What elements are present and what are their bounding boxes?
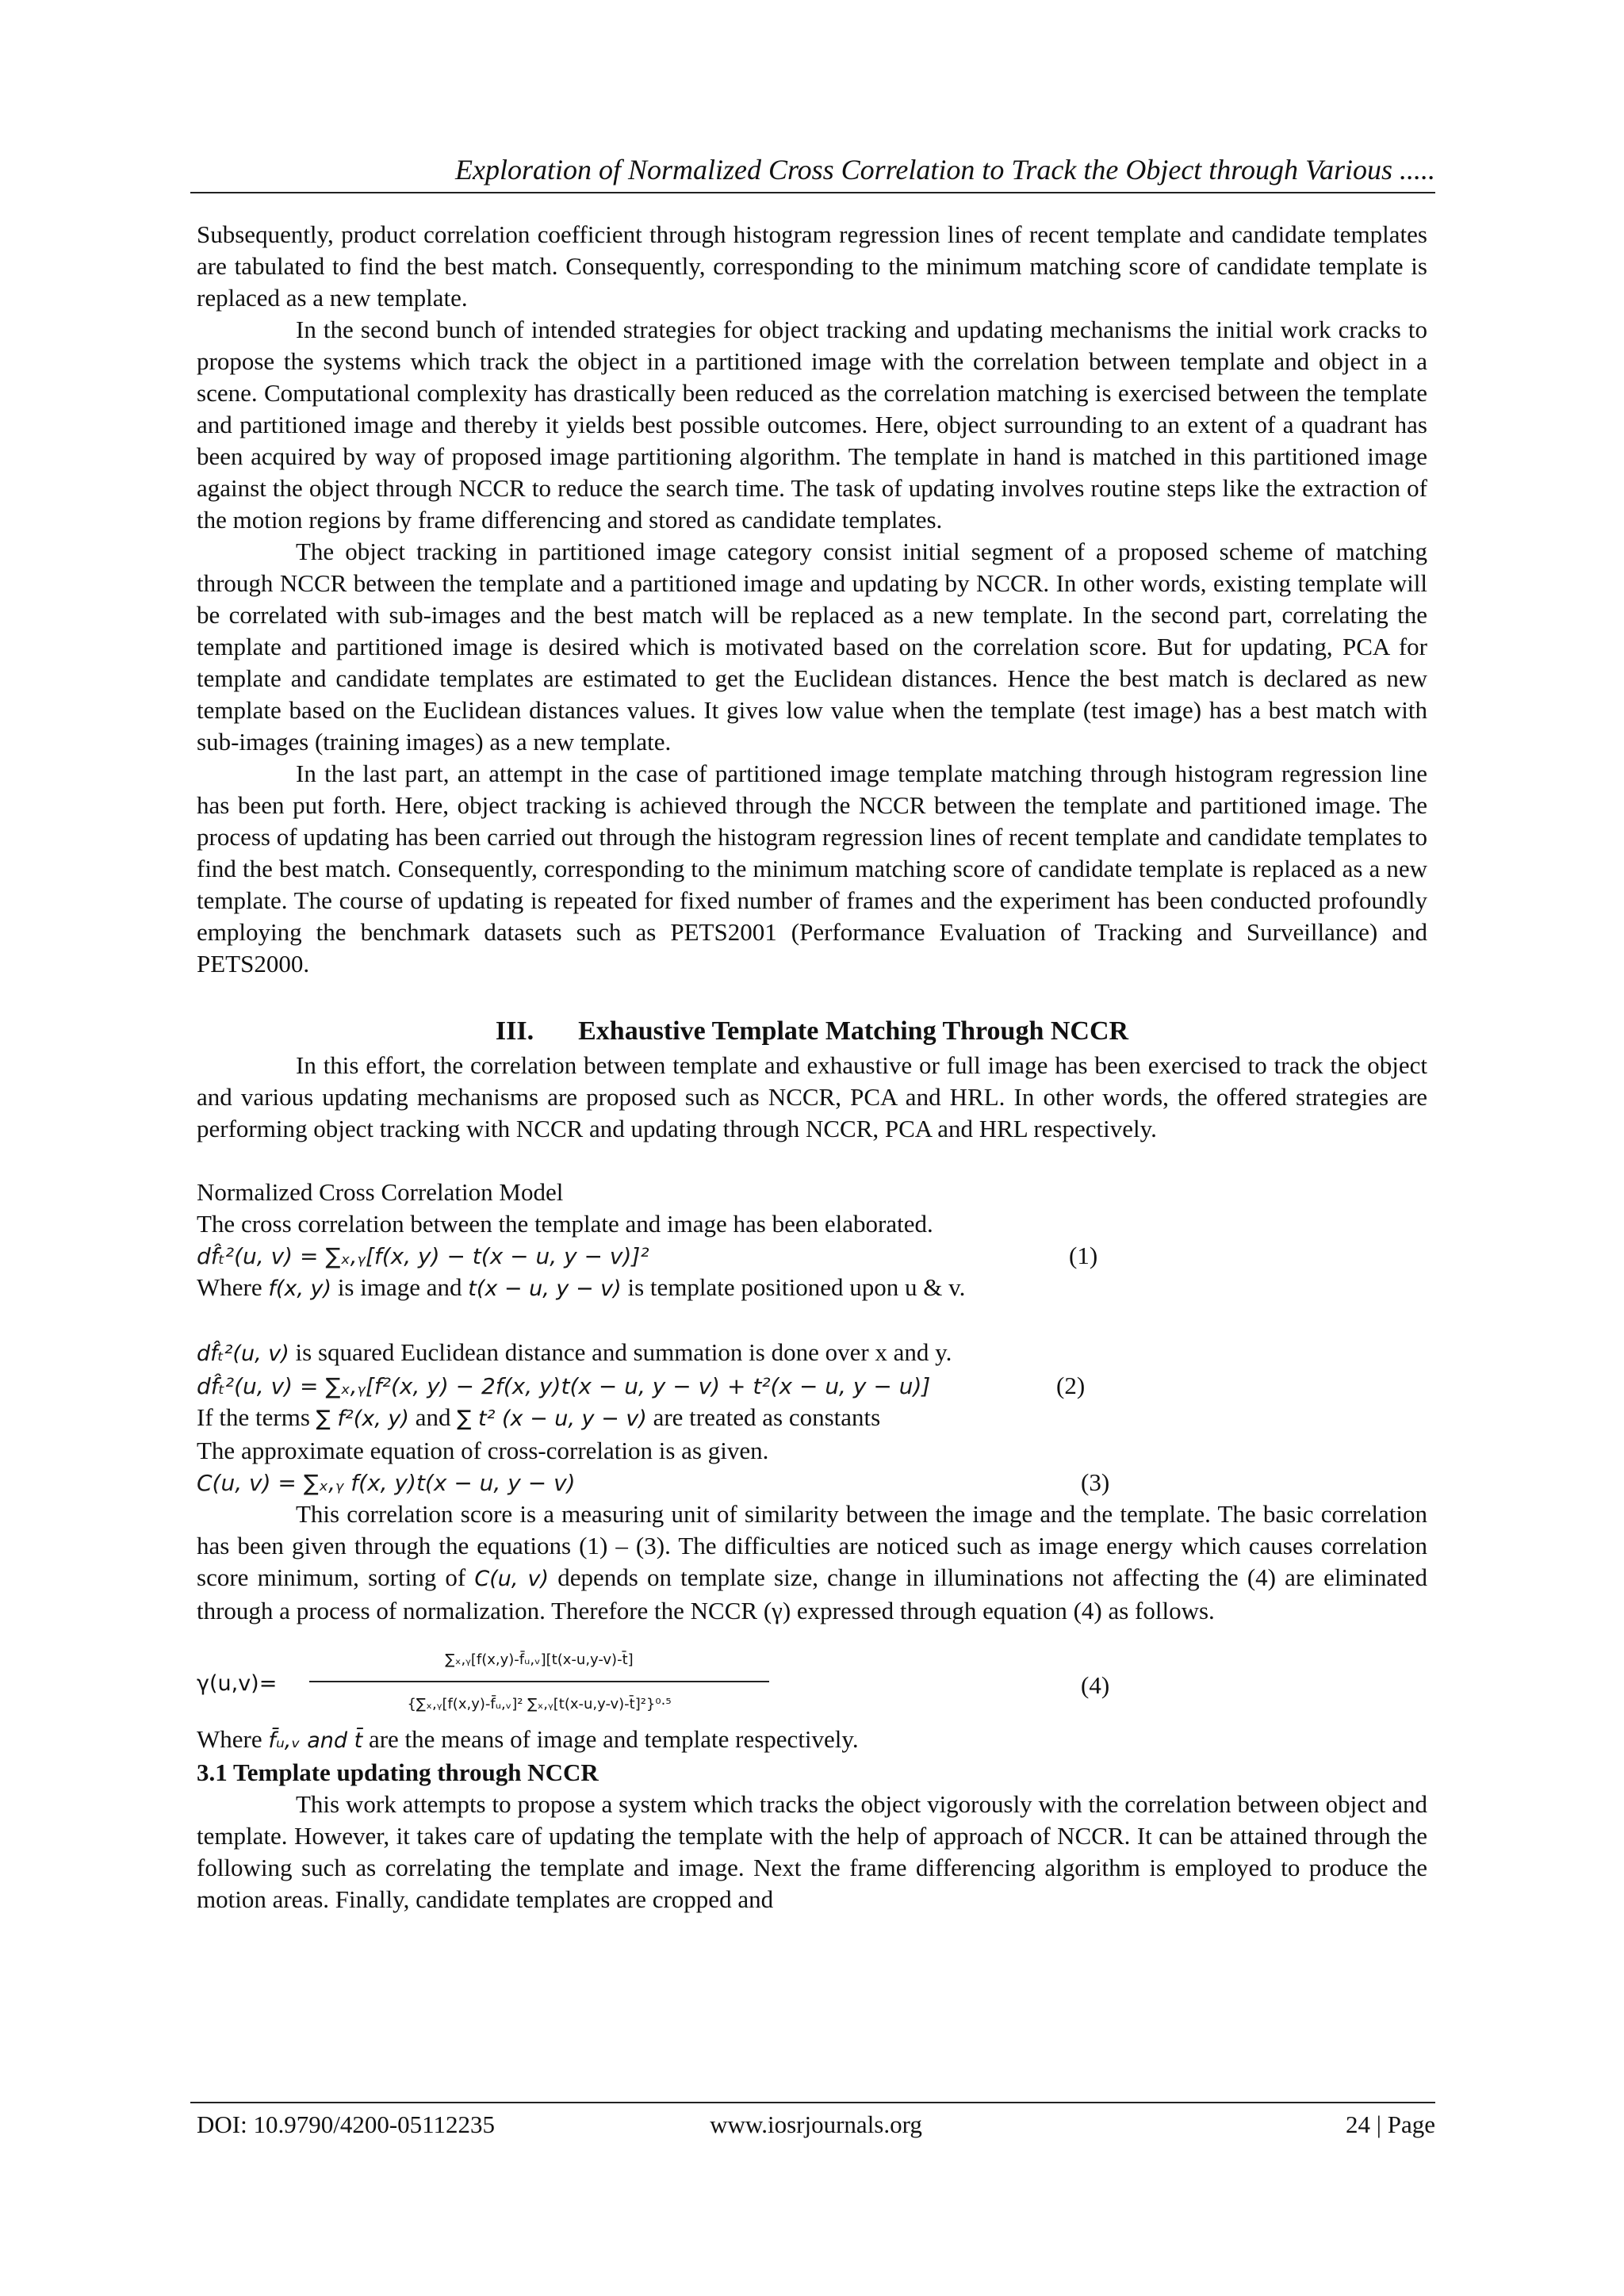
paragraph: The object tracking in partitioned image category consist initial segment of a proposed scheme of matching through NCCR between the template and a partitioned image and updating by NCCR. In other words, existing template will be correlated with sub-images and the best match will be replaced as a new template. In the second part, correlating the template and partitioned image is desired which is motivated based on the correlation score. But for updating, PCA for template and candidate templates are estimated to get the Euclidean distances. Hence the best match is declared as new template based on the Euclidean distances values. It gives low value when the template (test image) has a best match with sub-images (training images) as a new template. (197, 538, 1427, 756)
where-line-1: Where f(x, y) is image and t(x − u, y − v) is template positioned upon u & v. (197, 1273, 966, 1301)
equation-4-fraction (309, 1644, 769, 1720)
equation-2-formula: df̂ₜ²(u, v) = ∑ₓ,ᵧ[f²(x, y) − 2f(x, y)t(x − u, y − v) + t²(x − u, y − u)] (197, 1373, 931, 1399)
symbol-df: df̂ₜ²(u, v) (197, 1341, 289, 1366)
paragraph: In this effort, the correlation between template and exhaustive or full image has been exercised to track the object and various updating mechanisms are proposed such as NCCR, PCA and HRL. In other words, the offered strategies are performing object tracking with NCCR and updating through NCCR, PCA and HRL respectively. (197, 1051, 1427, 1142)
equation-1-formula: df̂ₜ²(u, v) = ∑ₓ,ᵧ[f(x, y) − t(x − u, y − v)]² (197, 1243, 649, 1269)
equation-4-numerator: ∑ₓ,ᵧ[f(x,y)-f̄ᵤ,ᵥ][t(x-u,y-v)-t̄] (309, 1644, 769, 1682)
section-title: Exhaustive Template Matching Through NCCR (578, 1016, 1129, 1046)
symbol-sum-f: ∑ f²(x, y) (316, 1406, 409, 1431)
header-rule (190, 192, 1435, 193)
equation-3-number: (3) (1081, 1468, 1110, 1496)
symbol-c: C(u, v) (474, 1567, 549, 1591)
equation-4-number: (4) (1081, 1671, 1110, 1699)
paragraph: Subsequently, product correlation coefficient through histogram regression lines of recent template and candidate templates are tabulated to find the best match. Consequently, corresponding to the minimum matching score of candidate template is replaced as a new template. (197, 220, 1427, 312)
section-heading (197, 1013, 1427, 1050)
footer-rule (190, 2102, 1435, 2103)
subsection-title: 3.1 Template updating through NCCR (197, 1758, 599, 1786)
paragraph: This correlation score is a measuring unit of similarity between the image and the template. The basic correlation has been given through the equations (1) – (3). The difficulties are noticed such as image energy which causes correlation score minimum, sorting of C(u, v) depends on template size, change in illuminations not affecting the (4) are eliminated through a process of normalization. Therefore the NCCR (γ) expressed through equation (4) as follows. (197, 1500, 1428, 1624)
equation-3 (197, 1467, 1427, 1498)
footer-doi: DOI: 10.9790/4200-05112235 (197, 2110, 495, 2138)
symbol-means: f̄ᵤ,ᵥ and t̄ (268, 1728, 363, 1753)
body-text (197, 219, 1427, 1915)
symbol-f: f(x, y) (268, 1276, 332, 1301)
terms-line: If the terms ∑ f²(x, y) and ∑ t² (x − u, y − v) are treated as constants (197, 1403, 881, 1431)
footer-page-number: 24 | Page (1346, 2110, 1435, 2138)
symbol-sum-t: ∑ t² (x − u, y − v) (457, 1406, 647, 1431)
model-intro: The cross correlation between the template and image has been elaborated. (197, 1210, 933, 1238)
model-title: Normalized Cross Correlation Model (197, 1178, 564, 1206)
symbol-t: t(x − u, y − v) (468, 1276, 622, 1301)
paragraph: This work attempts to propose a system which tracks the object vigorously with the correlation between object and template. However, it takes care of updating the template with the help of approach of NCCR. It can be attained through the following such as correlating the template and image. Next the frame differencing algorithm is employed to produce the motion areas. Finally, candidate templates are cropped and (197, 1790, 1427, 1913)
equation-2 (197, 1370, 1427, 1402)
approx-line: The approximate equation of cross-correlation is as given. (197, 1437, 769, 1464)
equation-4-denominator: {∑ₓ,ᵧ[f(x,y)-f̄ᵤ,ᵥ]² ∑ₓ,ᵧ[t(x-u,y-v)-t̄]²}⁰·⁵ (407, 1696, 672, 1712)
equation-2-number: (2) (1056, 1372, 1086, 1399)
where-line-4: Where f̄ᵤ,ᵥ and t̄ are the means of image and template respectively. (197, 1725, 859, 1753)
section-number: III. (495, 1016, 534, 1046)
squared-distance-line: df̂ₜ²(u, v) is squared Euclidean distance and summation is done over x and y. (197, 1338, 952, 1366)
equation-4 (197, 1644, 1427, 1724)
paragraph: In the last part, an attempt in the case of partitioned image template matching through histogram regression line has been put forth. Here, object tracking is achieved through the NCCR between the template and partitioned image. The process of updating has been carried out through the histogram regression lines of recent template and candidate templates to find the best match. Consequently, corresponding to the minimum matching score of candidate template is replaced as a new template. The course of updating is repeated for fixed number of frames and the experiment has been conducted profoundly employing the benchmark datasets such as PETS2001 (Performance Evaluation of Tracking and Surveillance) and PETS2000. (197, 760, 1427, 978)
equation-4-lhs: γ(u,v)= (197, 1671, 278, 1696)
equation-1 (197, 1240, 1427, 1272)
equation-3-formula: C(u, v) = ∑ₓ,ᵧ f(x, y)t(x − u, y − v) (197, 1470, 576, 1496)
running-header: Exploration of Normalized Cross Correlation to Track the Object through Various ..... (454, 154, 1435, 186)
footer-website: www.iosrjournals.org (710, 2110, 922, 2138)
equation-1-number: (1) (1069, 1242, 1098, 1269)
paragraph: In the second bunch of intended strategies for object tracking and updating mechanisms the initial work cracks to propose the systems which track the object in a partitioned image with the correlation between template and object in a scene. Computational complexity has drastically been reduced as the correlation matching is exercised between the template and partitioned image and thereby it yields best possible outcomes. Here, object surrounding to an extent of a quadrant has been acquired by way of proposed image partitioning algorithm. The template in hand is matched in this partitioned image against the object through NCCR to reduce the search time. The task of updating involves routine steps like the extraction of the motion regions by frame differencing and stored as candidate templates. (197, 316, 1427, 534)
